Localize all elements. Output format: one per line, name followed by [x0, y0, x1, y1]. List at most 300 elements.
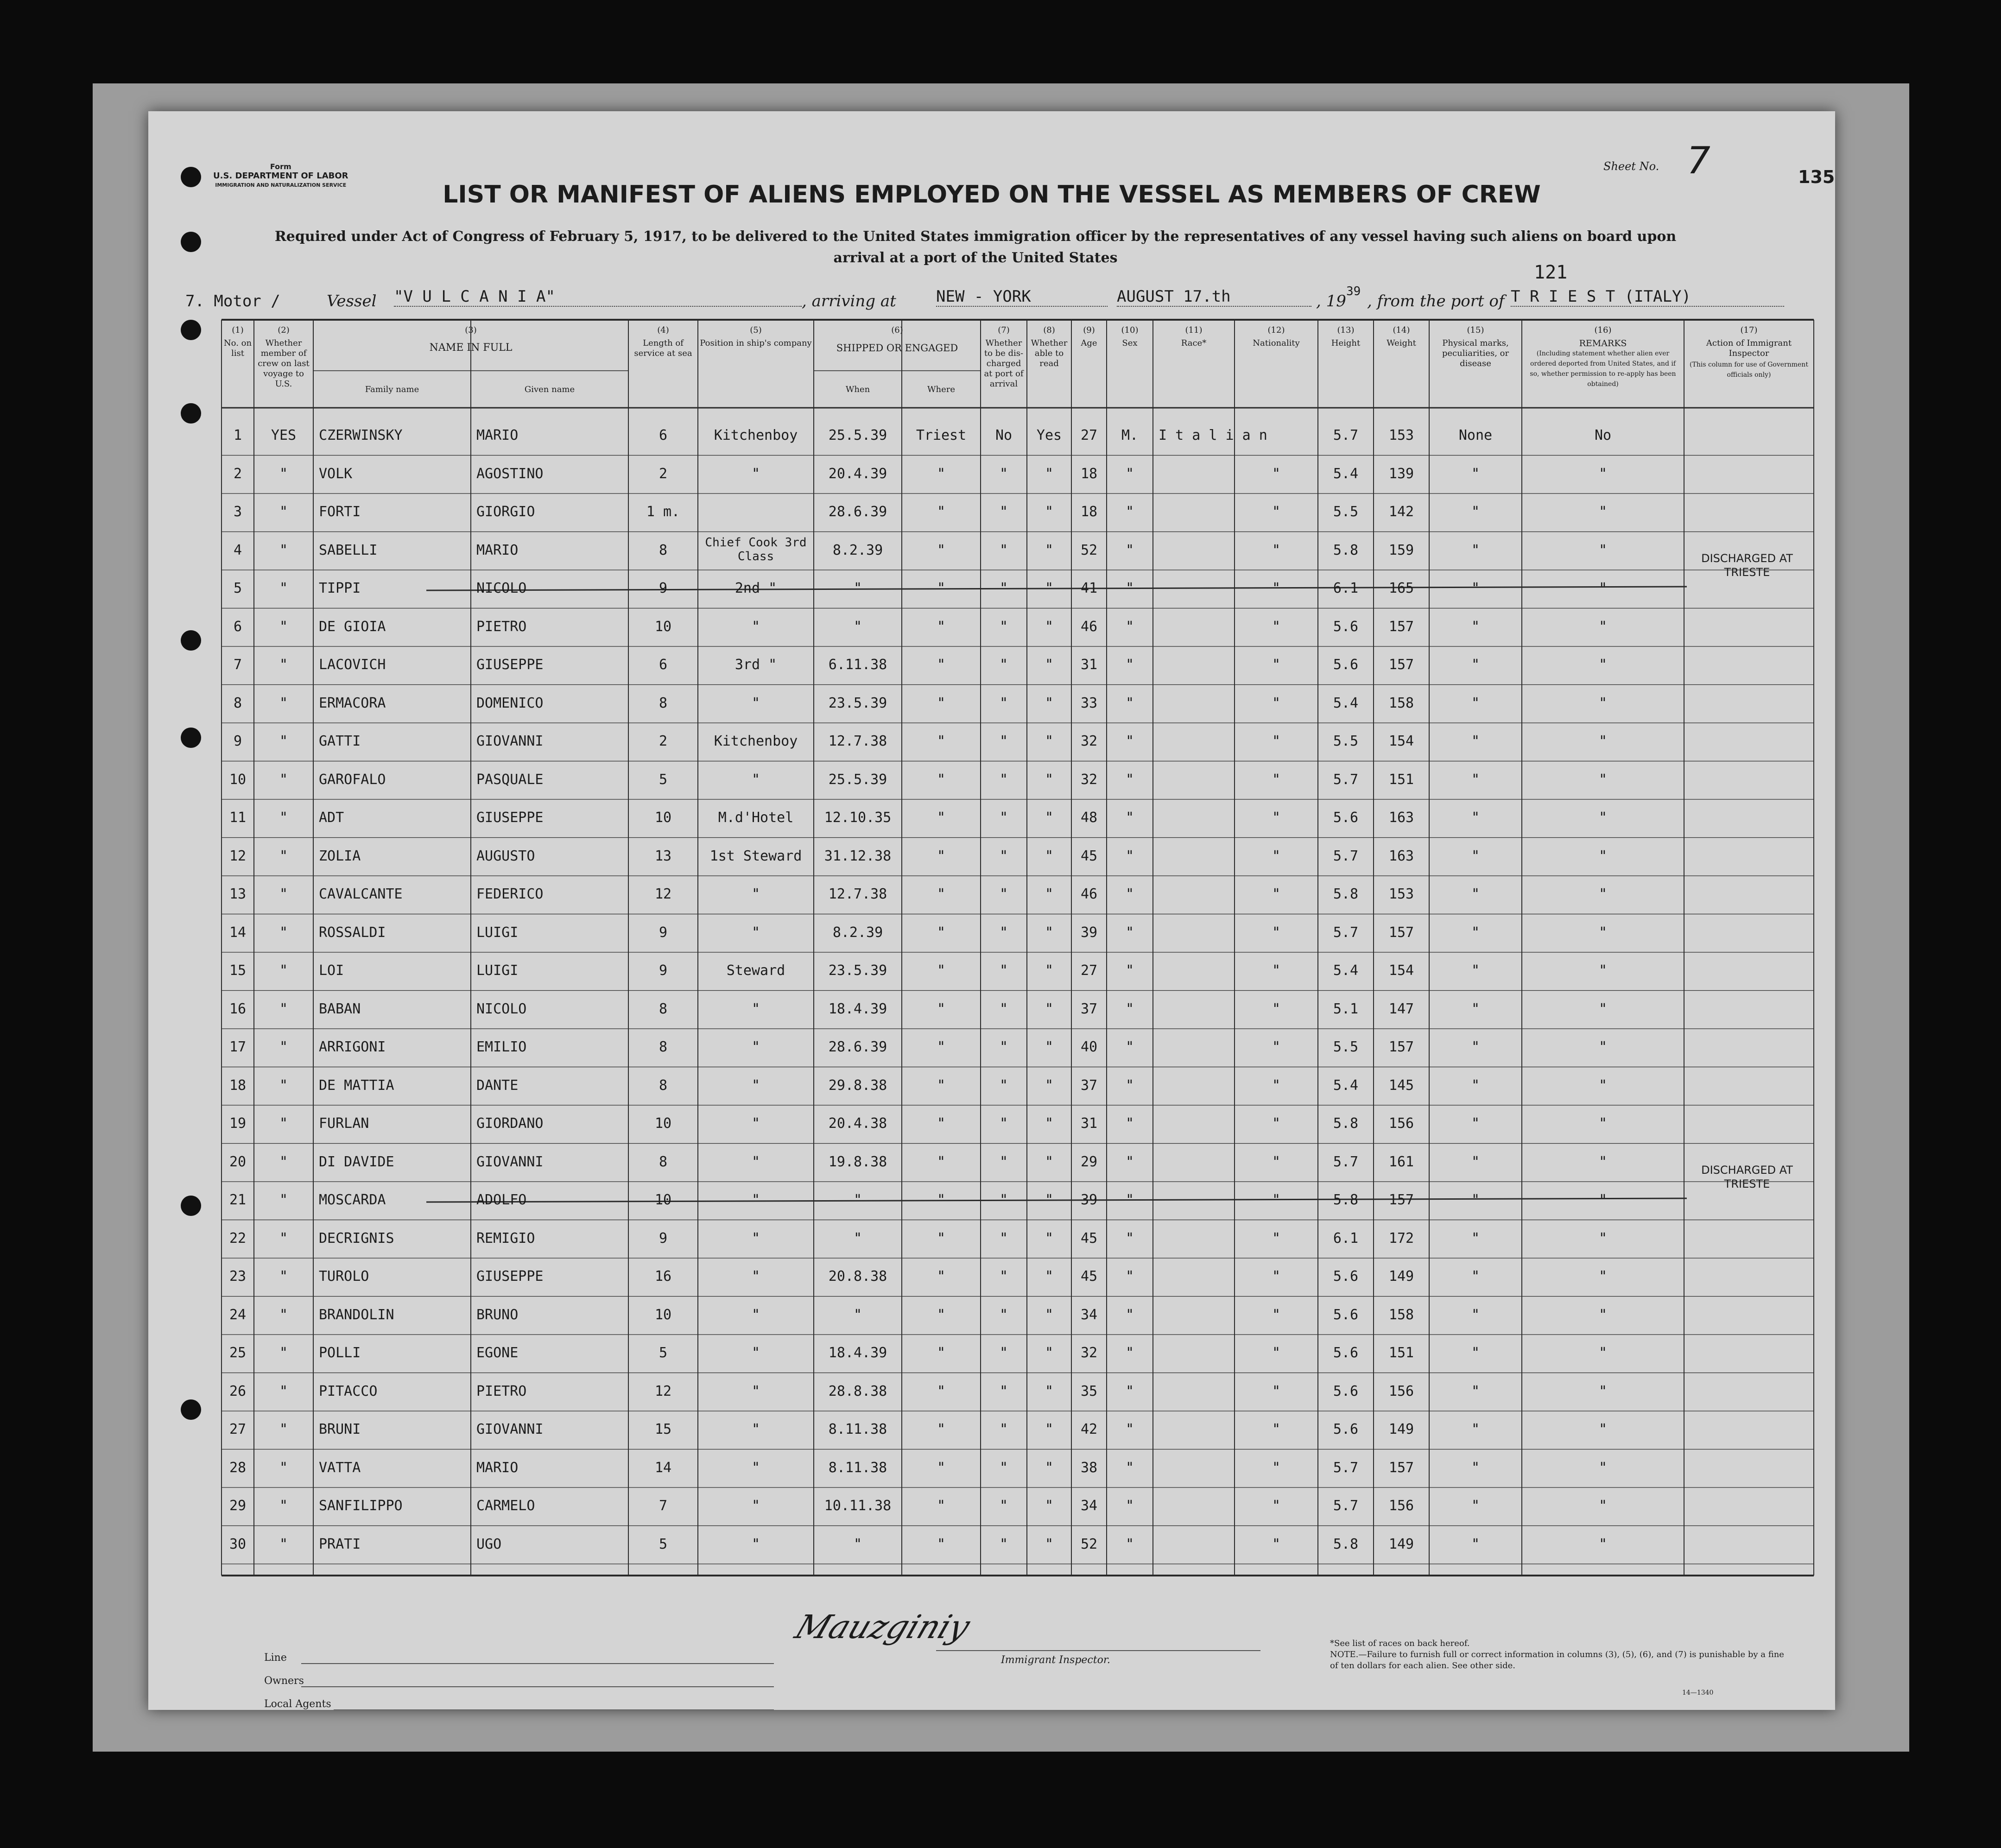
cell-voyage: " [279, 657, 288, 673]
cell-voyage: " [279, 542, 288, 558]
column-header-when: When [845, 385, 870, 394]
column-header-c12: Nationality [1253, 338, 1300, 348]
cell-height: 5.6 [1333, 810, 1359, 826]
cell-marks: " [1471, 1498, 1480, 1514]
cell-age: 31 [1080, 657, 1098, 673]
cell-no: 19 [229, 1115, 247, 1132]
column-number-c2: (2) [278, 325, 290, 335]
cell-position: " [751, 1345, 760, 1361]
cell-age: 18 [1080, 504, 1098, 520]
cell-disch: " [999, 771, 1008, 788]
cell-age: 40 [1080, 1039, 1098, 1055]
cell-voyage: YES [271, 427, 297, 443]
cell-position: " [751, 1383, 760, 1399]
cell-position: " [751, 924, 760, 941]
cell-marks: " [1471, 1459, 1480, 1476]
cell-height: 5.7 [1333, 848, 1359, 864]
cell-when: 23.5.39 [828, 962, 887, 979]
cell-sex: " [1125, 1383, 1134, 1399]
cell-position: Chief Cook 3rd Class [705, 535, 807, 563]
cell-read: " [1045, 465, 1054, 482]
cell-where: " [937, 542, 946, 558]
cell-remarks: " [1598, 504, 1608, 520]
cell-marks: " [1471, 1153, 1480, 1170]
cell-height: 5.6 [1333, 1421, 1359, 1437]
cell-weight: 158 [1388, 1306, 1414, 1323]
cell-weight: 157 [1388, 1459, 1414, 1476]
cell-nat: " [1272, 618, 1281, 635]
cell-marks: " [1471, 886, 1480, 902]
cell-where: " [937, 580, 946, 596]
cell-nat: " [1272, 962, 1281, 979]
cell-when: 23.5.39 [828, 695, 887, 711]
cell-height: 5.7 [1333, 1153, 1359, 1170]
cell-read: " [1045, 1230, 1054, 1247]
cell-remarks: " [1598, 924, 1608, 941]
cell-where: " [937, 1268, 946, 1285]
year-prefix: , 19 [1316, 292, 1346, 310]
discharged-stamp: DISCHARGED AT TRIESTE [1701, 1164, 1793, 1190]
cell-service: 10 [654, 1306, 672, 1323]
cell-service: 9 [659, 1230, 668, 1247]
cell-read: " [1045, 1192, 1054, 1208]
cell-where: " [937, 504, 946, 520]
cell-voyage: " [279, 1536, 288, 1552]
cell-voyage: " [279, 695, 288, 711]
cell-read: " [1045, 810, 1054, 826]
cell-sex: " [1125, 1192, 1134, 1208]
cell-given: PASQUALE [476, 771, 544, 788]
cell-position: " [751, 1000, 760, 1017]
cell-service: 10 [654, 810, 672, 826]
cell-when: 12.10.35 [824, 810, 892, 826]
cell-where: " [937, 1000, 946, 1017]
cell-nat: " [1272, 657, 1281, 673]
cell-no: 11 [229, 810, 247, 826]
cell-age: 35 [1080, 1383, 1098, 1399]
cell-disch: " [999, 1498, 1008, 1514]
cell-disch: No [995, 427, 1013, 443]
cell-read: " [1045, 1115, 1054, 1132]
cell-nat: " [1272, 1268, 1281, 1285]
cell-family: PITACCO [319, 1383, 378, 1399]
cell-age: 34 [1080, 1498, 1098, 1514]
cell-age: 46 [1080, 886, 1098, 902]
cell-remarks: " [1598, 771, 1608, 788]
cell-read: " [1045, 1077, 1054, 1094]
cell-age: 39 [1080, 924, 1098, 941]
column-header-c16: REMARKS [1579, 338, 1627, 348]
cell-remarks: " [1598, 1115, 1608, 1132]
cell-read: " [1045, 1459, 1054, 1476]
cell-position: " [751, 1306, 760, 1323]
cell-where: " [937, 1306, 946, 1323]
cell-remarks: " [1598, 695, 1608, 711]
cell-where: " [937, 924, 946, 941]
cell-height: 5.5 [1333, 733, 1359, 749]
cell-service: 8 [659, 1000, 668, 1017]
cell-remarks: " [1598, 1000, 1608, 1017]
cell-nat: " [1272, 848, 1281, 864]
cell-marks: " [1471, 657, 1480, 673]
cell-weight: 157 [1388, 1192, 1414, 1208]
cell-marks: " [1471, 1192, 1480, 1208]
cell-when: 19.8.38 [828, 1153, 887, 1170]
cell-remarks: " [1598, 962, 1608, 979]
cell-given: LUIGI [476, 962, 519, 979]
cell-position: " [751, 1115, 760, 1132]
document-title: LIST OR MANIFEST OF ALIENS EMPLOYED ON THE VESSEL AS MEMBERS OF CREW [443, 181, 1541, 209]
column-header-c9: Age [1081, 338, 1097, 348]
cell-nat: " [1272, 1230, 1281, 1247]
cell-sex: M. [1121, 427, 1139, 443]
cell-marks: " [1471, 695, 1480, 711]
cell-disch: " [999, 1230, 1008, 1247]
column-header-c11: Race* [1181, 338, 1207, 348]
cell-given: NICOLO [476, 580, 527, 596]
cell-age: 37 [1080, 1077, 1098, 1094]
arrival-port: NEW - YORK [936, 287, 1108, 307]
cell-when: 8.11.38 [828, 1459, 887, 1476]
cell-weight: 158 [1388, 695, 1414, 711]
cell-no: 18 [229, 1077, 247, 1094]
column-number-c1: (1) [232, 325, 244, 335]
cell-weight: 157 [1388, 1039, 1414, 1055]
cell-marks: " [1471, 1383, 1480, 1399]
cell-age: 29 [1080, 1153, 1098, 1170]
cell-weight: 145 [1388, 1077, 1414, 1094]
cell-voyage: " [279, 618, 288, 635]
cell-age: 27 [1080, 427, 1098, 443]
cell-age: 45 [1080, 848, 1098, 864]
cell-when: 10.11.38 [824, 1498, 892, 1514]
cell-height: 5.6 [1333, 657, 1359, 673]
cell-read: " [1045, 1498, 1054, 1514]
cell-disch: " [999, 810, 1008, 826]
cell-family: FURLAN [319, 1115, 369, 1132]
column-header-c5: Position in ship's company [700, 338, 812, 348]
cell-family: LOI [319, 962, 344, 979]
cell-when: 18.4.39 [828, 1345, 887, 1361]
cell-family: DECRIGNIS [319, 1230, 394, 1247]
column-number-c12: (12) [1267, 325, 1285, 335]
cell-no: 17 [229, 1039, 247, 1055]
cell-position: " [751, 1459, 760, 1476]
cell-sex: " [1125, 1306, 1134, 1323]
cell-remarks: " [1598, 886, 1608, 902]
departure-port: T R I E S T (ITALY) [1511, 287, 1784, 307]
cell-height: 5.5 [1333, 504, 1359, 520]
cell-read: " [1045, 1268, 1054, 1285]
cell-family: FORTI [319, 504, 361, 520]
cell-remarks: " [1598, 465, 1608, 482]
cell-position: " [751, 1498, 760, 1514]
column-number-c5: (5) [750, 325, 762, 335]
cell-remarks: " [1598, 542, 1608, 558]
column-number-c8: (8) [1043, 325, 1055, 335]
column-number-c13: (13) [1337, 325, 1355, 335]
cell-remarks: " [1598, 1192, 1608, 1208]
cell-height: 5.7 [1333, 924, 1359, 941]
cell-service: 8 [659, 695, 668, 711]
cell-disch: " [999, 1115, 1008, 1132]
cell-service: 16 [654, 1268, 672, 1285]
cell-sex: " [1125, 1230, 1134, 1247]
cell-service: 10 [654, 1192, 672, 1208]
cell-no: 30 [229, 1536, 247, 1552]
page-number: 135 [1798, 167, 1835, 187]
column-number-c14: (14) [1393, 325, 1410, 335]
column-number-c7: (7) [998, 325, 1010, 335]
cell-age: 32 [1080, 1345, 1098, 1361]
cell-no: 12 [229, 848, 247, 864]
cell-service: 6 [659, 657, 668, 673]
cell-sex: " [1125, 504, 1134, 520]
cell-position: " [751, 771, 760, 788]
cell-family: CZERWINSKY [319, 427, 403, 443]
cell-family: GAROFALO [319, 771, 386, 788]
cell-read: " [1045, 1153, 1054, 1170]
column-header-c2: Whether member of crew on last voyage to U.S. [258, 338, 310, 389]
cell-where: " [937, 1039, 946, 1055]
cell-height: 5.8 [1333, 886, 1359, 902]
cell-read: " [1045, 1039, 1054, 1055]
column-header-given: Given name [524, 385, 575, 394]
cell-marks: " [1471, 848, 1480, 864]
column-header-c14: Weight [1387, 338, 1416, 348]
column-number-c11: (11) [1185, 325, 1203, 335]
discharged-stamp: DISCHARGED AT TRIESTE [1701, 552, 1793, 579]
cell-read: " [1045, 504, 1054, 520]
cell-no: 2 [233, 465, 242, 482]
cell-weight: 153 [1388, 427, 1414, 443]
cell-when: 8.11.38 [828, 1421, 887, 1437]
cell-age: 52 [1080, 1536, 1098, 1552]
cell-sex: " [1125, 886, 1134, 902]
cell-disch: " [999, 962, 1008, 979]
cell-marks: " [1471, 771, 1480, 788]
cell-height: 5.6 [1333, 1306, 1359, 1323]
form-label-service: IMMIGRATION AND NATURALIZATION SERVICE [215, 182, 347, 188]
vessel-prefix: 7. Motor / [185, 292, 280, 310]
cell-position: " [751, 695, 760, 711]
cell-position: " [751, 1077, 760, 1094]
cell-where: " [937, 1153, 946, 1170]
cell-nat: " [1272, 733, 1281, 749]
cell-height: 6.1 [1333, 1230, 1359, 1247]
cell-where: " [937, 1077, 946, 1094]
cell-height: 5.4 [1333, 1077, 1359, 1094]
cell-sex: " [1125, 1077, 1134, 1094]
cell-read: " [1045, 542, 1054, 558]
cell-remarks: " [1598, 1345, 1608, 1361]
cell-no: 9 [233, 733, 242, 749]
cell-voyage: " [279, 1230, 288, 1247]
cell-disch: " [999, 618, 1008, 635]
cell-age: 45 [1080, 1268, 1098, 1285]
cell-service: 2 [659, 465, 668, 482]
cell-when: " [853, 1536, 862, 1552]
cell-weight: 147 [1388, 1000, 1414, 1017]
cell-where: " [937, 465, 946, 482]
column-header-c4: Length of service at sea [634, 338, 692, 358]
cell-remarks: " [1598, 1383, 1608, 1399]
cell-height: 5.6 [1333, 618, 1359, 635]
cell-voyage: " [279, 810, 288, 826]
cell-weight: 165 [1388, 580, 1414, 596]
cell-read: " [1045, 580, 1054, 596]
cell-service: 5 [659, 1345, 668, 1361]
cell-service: 10 [654, 618, 672, 635]
cell-no: 7 [233, 657, 242, 673]
cell-voyage: " [279, 1077, 288, 1094]
cell-where: " [937, 962, 946, 979]
cell-weight: 154 [1388, 733, 1414, 749]
cell-family: POLLI [319, 1345, 361, 1361]
cell-weight: 156 [1388, 1115, 1414, 1132]
cell-nat: " [1272, 1498, 1281, 1514]
cell-service: 1 m. [646, 504, 680, 520]
cell-no: 6 [233, 618, 242, 635]
cell-no: 28 [229, 1459, 247, 1476]
cell-sex: " [1125, 1039, 1134, 1055]
cell-family: VATTA [319, 1459, 361, 1476]
footer-owners-label: Owners [264, 1675, 304, 1687]
cell-weight: 157 [1388, 924, 1414, 941]
cell-family: BRUNI [319, 1421, 361, 1437]
cell-remarks: " [1598, 1077, 1608, 1094]
cell-read: " [1045, 1306, 1054, 1323]
cell-disch: " [999, 1077, 1008, 1094]
cell-family: SANFILIPPO [319, 1498, 403, 1514]
column-header-where: Where [927, 385, 955, 394]
vessel-name: "V U L C A N I A" [394, 287, 802, 307]
cell-read: " [1045, 695, 1054, 711]
cell-remarks: " [1598, 580, 1608, 596]
cell-where: " [937, 886, 946, 902]
cell-given: FEDERICO [476, 886, 544, 902]
cell-no: 24 [229, 1306, 247, 1323]
cell-marks: " [1471, 1230, 1480, 1247]
cell-given: DOMENICO [476, 695, 544, 711]
cell-disch: " [999, 924, 1008, 941]
cell-voyage: " [279, 1153, 288, 1170]
cell-given: MARIO [476, 427, 519, 443]
cell-voyage: " [279, 962, 288, 979]
cell-disch: " [999, 1345, 1008, 1361]
cell-position: " [751, 1192, 760, 1208]
cell-disch: " [999, 1536, 1008, 1552]
footer-agents-label: Local Agents [264, 1698, 331, 1710]
cell-disch: " [999, 1039, 1008, 1055]
cell-height: 5.8 [1333, 1536, 1359, 1552]
cell-marks: " [1471, 1000, 1480, 1017]
form-label-line1: Form [270, 162, 291, 171]
cell-given: REMIGIO [476, 1230, 535, 1247]
cell-nat: " [1272, 771, 1281, 788]
cell-given: MARIO [476, 542, 519, 558]
cell-when: " [853, 580, 862, 596]
cell-where: " [937, 1498, 946, 1514]
cell-no: 23 [229, 1268, 247, 1285]
cell-weight: 157 [1388, 657, 1414, 673]
cell-disch: " [999, 695, 1008, 711]
cell-remarks: " [1598, 848, 1608, 864]
cell-position: Kitchenboy [714, 733, 798, 749]
cell-marks: " [1471, 962, 1480, 979]
cell-age: 52 [1080, 542, 1098, 558]
cell-marks: " [1471, 1421, 1480, 1437]
cell-age: 18 [1080, 465, 1098, 482]
cell-service: 5 [659, 771, 668, 788]
cell-where: " [937, 1192, 946, 1208]
cell-weight: 159 [1388, 542, 1414, 558]
cell-read: " [1045, 1383, 1054, 1399]
cell-no: 3 [233, 504, 242, 520]
cell-sex: " [1125, 771, 1134, 788]
cell-no: 20 [229, 1153, 247, 1170]
cell-voyage: " [279, 886, 288, 902]
cell-where: " [937, 657, 946, 673]
cell-marks: " [1471, 810, 1480, 826]
arriving-label: , arriving at [802, 292, 896, 310]
cell-where: " [937, 1345, 946, 1361]
cell-nat: " [1272, 1536, 1281, 1552]
cell-height: 5.7 [1333, 1459, 1359, 1476]
cell-sex: " [1125, 733, 1134, 749]
cell-nat: " [1272, 1192, 1281, 1208]
cell-given: GIUSEPPE [476, 657, 544, 673]
cell-marks: " [1471, 504, 1480, 520]
cell-position: Steward [726, 962, 785, 979]
cell-position: M.d'Hotel [718, 810, 794, 826]
footnote [1330, 1638, 1793, 1671]
cell-when: 25.5.39 [828, 771, 887, 788]
cell-where: Triest [916, 427, 967, 443]
column-header-c10: Sex [1122, 338, 1138, 348]
cell-remarks: " [1598, 618, 1608, 635]
cell-position: " [751, 886, 760, 902]
cell-where: " [937, 848, 946, 864]
cell-height: 5.7 [1333, 1498, 1359, 1514]
cell-where: " [937, 771, 946, 788]
cell-disch: " [999, 1421, 1008, 1437]
cell-given: PIETRO [476, 618, 527, 635]
cell-weight: 151 [1388, 1345, 1414, 1361]
cell-service: 15 [654, 1421, 672, 1437]
from-label: , from the port of [1367, 292, 1505, 310]
cell-family: BABAN [319, 1000, 361, 1017]
cell-nat: " [1272, 580, 1281, 596]
cell-disch: " [999, 1383, 1008, 1399]
cell-remarks: " [1598, 1039, 1608, 1055]
cell-read: " [1045, 848, 1054, 864]
cell-remarks: " [1598, 1536, 1608, 1552]
cell-where: " [937, 1383, 946, 1399]
cell-voyage: " [279, 1192, 288, 1208]
form-code: 14—1340 [1682, 1689, 1714, 1696]
cell-age: 27 [1080, 962, 1098, 979]
vessel-label: Vessel [327, 292, 377, 310]
cell-age: 37 [1080, 1000, 1098, 1017]
arrival-date: AUGUST 17.th [1117, 287, 1311, 307]
cell-when: 28.6.39 [828, 504, 887, 520]
cell-voyage: " [279, 1039, 288, 1055]
cell-height: 5.6 [1333, 1345, 1359, 1361]
cell-when: 6.11.38 [828, 657, 887, 673]
cell-remarks: " [1598, 657, 1608, 673]
cell-disch: " [999, 580, 1008, 596]
